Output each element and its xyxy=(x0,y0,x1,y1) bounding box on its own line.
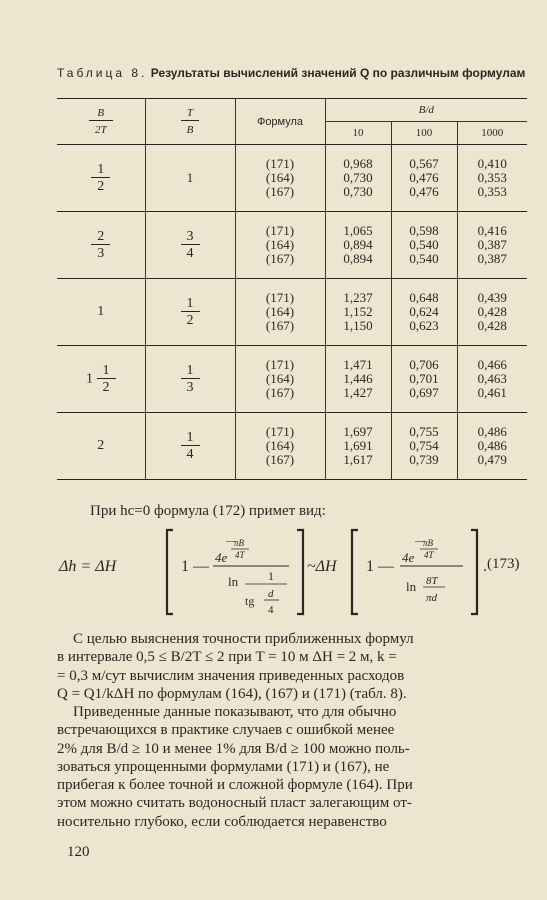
cell-formulas: (171) (164) (167) xyxy=(235,279,325,346)
header-bd-100: 100 xyxy=(391,122,457,145)
cell-b-2t: 1 xyxy=(57,279,145,346)
svg-text:8T: 8T xyxy=(426,575,438,587)
svg-text:1 —: 1 — xyxy=(366,558,394,575)
svg-text:~ΔH: ~ΔH xyxy=(307,558,337,575)
paragraph-2: Приведенные данные показывают, что для обычно встречающихся в практике случаев с ошибкой менее 2% для B/d ≥ 10 и менее 1% для B/d ≥ 100 можно поль- зоваться упрощенными формулами (171) и (167), не прибегая к более точной и сложной формуле (164). При этом можно считать водоносный пласт залегающим от- носительно глубоко, если соблюдается неравенство xyxy=(57,704,413,830)
svg-text:4T: 4T xyxy=(424,550,434,560)
header-bd: B/d xyxy=(325,99,527,122)
cell-bd-1000: 0,410 0,353 0,353 xyxy=(457,145,527,212)
formula-intro: При hc=0 формула (172) примет вид: xyxy=(90,503,326,519)
header-t-b: $\frac{T}{B}$ xyxy=(145,99,235,145)
cell-t-b: $\frac{3}{4}$ xyxy=(145,212,235,279)
cell-b-2t: $\frac{2}{3}$ xyxy=(57,212,145,279)
cell-bd-100: 0,706 0,701 0,697 xyxy=(391,346,457,413)
cell-b-2t: 2 xyxy=(57,413,145,480)
cell-bd-1000: 0,416 0,387 0,387 xyxy=(457,212,527,279)
table-caption xyxy=(57,66,527,81)
results-table xyxy=(57,98,527,480)
cell-formulas: (171) (164) (167) xyxy=(235,212,325,279)
paragraph-1: С целью выяснения точности приближенных формул в интервале 0,5 ≤ B/2T ≤ 2 при T = 10 м ΔH = 2 м, k = = 0,3 м/сут вычислим значения приведенных расходов Q = Q1/kΔH по формулам (164), (167) и (171) (табл. 8). xyxy=(57,631,414,702)
table-row xyxy=(57,413,527,480)
cell-t-b: 1 xyxy=(145,145,235,212)
cell-t-b: $\frac{1}{3}$ xyxy=(145,346,235,413)
caption-label: Таблица 8. xyxy=(57,66,148,80)
cell-bd-100: 0,755 0,754 0,739 xyxy=(391,413,457,480)
table-row xyxy=(57,279,527,346)
table-row xyxy=(57,145,527,212)
cell-bd-1000: 0,466 0,463 0,461 xyxy=(457,346,527,413)
header-b-2t: $\frac{B}{2T}$ xyxy=(57,99,145,145)
svg-text:—: — xyxy=(226,536,236,547)
svg-text:4e: 4e xyxy=(215,550,228,565)
table-row xyxy=(57,212,527,279)
svg-text:1 —: 1 — xyxy=(181,558,209,575)
cell-t-b: $\frac{1}{2}$ xyxy=(145,279,235,346)
cell-formulas: (171) (164) (167) xyxy=(235,413,325,480)
page-number: 120 xyxy=(67,844,90,860)
cell-bd-10: 1,697 1,691 1,617 xyxy=(325,413,391,480)
cell-bd-100: 0,598 0,540 0,540 xyxy=(391,212,457,279)
cell-bd-1000: 0,486 0,486 0,479 xyxy=(457,413,527,480)
table-row xyxy=(57,346,527,413)
caption-text: Результаты вычислений значений Q по различным формулам xyxy=(150,66,526,80)
header-bd-1000: 1000 xyxy=(457,122,527,145)
cell-bd-10: 1,065 0,894 0,894 xyxy=(325,212,391,279)
cell-bd-10: 0,968 0,730 0,730 xyxy=(325,145,391,212)
svg-text:4e: 4e xyxy=(402,550,415,565)
cell-bd-1000: 0,439 0,428 0,428 xyxy=(457,279,527,346)
cell-bd-10: 1,471 1,446 1,427 xyxy=(325,346,391,413)
cell-bd-100: 0,648 0,624 0,623 xyxy=(391,279,457,346)
svg-text:4: 4 xyxy=(268,604,274,616)
svg-text:πd: πd xyxy=(426,592,438,604)
cell-t-b: $\frac{1}{4}$ xyxy=(145,413,235,480)
equation-number: (173) xyxy=(487,556,520,572)
cell-bd-10: 1,237 1,152 1,150 xyxy=(325,279,391,346)
svg-text:πB: πB xyxy=(423,538,434,548)
cell-formulas: (171) (164) (167) xyxy=(235,145,325,212)
header-formula: Формула xyxy=(235,99,325,145)
svg-text:4T: 4T xyxy=(235,550,245,560)
svg-text:ln: ln xyxy=(406,579,417,594)
svg-text:ln: ln xyxy=(228,574,239,589)
svg-text:—: — xyxy=(415,536,425,547)
svg-text:πB: πB xyxy=(234,538,245,548)
svg-text:tg: tg xyxy=(245,594,255,608)
cell-formulas: (171) (164) (167) xyxy=(235,346,325,413)
header-bd-10: 10 xyxy=(325,122,391,145)
svg-text:.: . xyxy=(483,558,487,575)
svg-text:1: 1 xyxy=(268,569,274,583)
cell-b-2t: 1 $\frac{1}{2}$ xyxy=(57,346,145,413)
cell-bd-100: 0,567 0,476 0,476 xyxy=(391,145,457,212)
equation-173 xyxy=(57,524,537,620)
cell-b-2t: $\frac{1}{2}$ xyxy=(57,145,145,212)
svg-text:Δh = ΔH: Δh = ΔH xyxy=(59,558,117,575)
svg-text:d: d xyxy=(268,588,274,600)
